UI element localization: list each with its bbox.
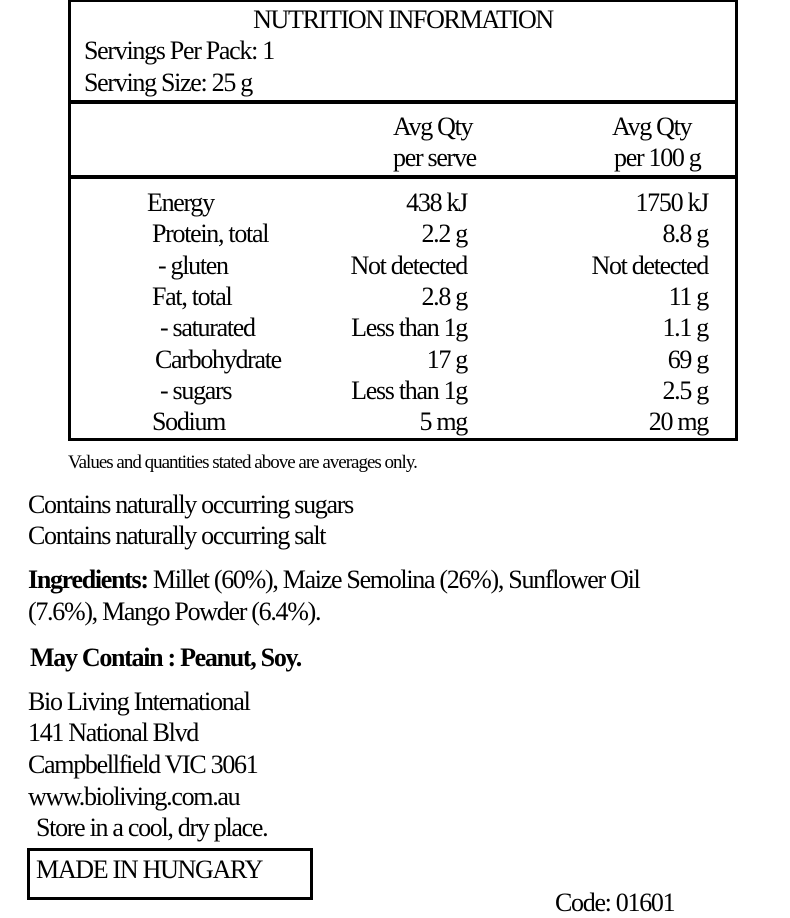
ingredients-text: Millet (60%), Maize Semolina (26%), Sunflower Oil [147,565,640,594]
nutrient-per-100g: 20 mg [648,407,708,437]
nutrient-per-100g: 1750 kJ [635,188,708,217]
address-line: 141 National Blvd [28,718,198,747]
nutrient-per-serve: Less than 1g [351,375,467,405]
nutrient-per-serve: 438 kJ [406,188,467,217]
ingredients-label: Ingredients: [28,565,148,594]
product-code: Code: 01601 [555,888,675,917]
col-header-100g-sub: per 100 g [614,143,701,172]
serving-size: Serving Size: 25 g [84,68,252,97]
origin: MADE IN HUNGARY [36,855,263,884]
claim: Contains naturally occurring salt [28,521,326,550]
claim: Contains naturally occurring sugars [28,490,353,519]
nutrient-per-100g: 2.5 g [662,375,708,405]
footnote: Values and quantities stated above are averages only. [68,452,417,473]
nutrient-label: Protein, total [152,219,269,249]
address-line: Campbellfield VIC 3061 [28,750,258,779]
col-header-serve-sub: per serve [393,143,476,172]
nutrient-per-100g: 8.8 g [662,219,708,249]
nutrient-label: Sodium [152,407,226,437]
nutrient-label: - sugars [160,375,232,405]
storage: Store in a cool, dry place. [36,813,268,842]
nutrient-label: - saturated [160,313,255,343]
nutrient-per-serve: 2.8 g [421,281,467,311]
ingredients-line [28,565,639,595]
nutrient-per-serve: 5 mg [419,407,467,437]
divider [70,100,736,104]
col-header-serve: Avg Qty [393,112,473,141]
panel-title: NUTRITION INFORMATION [253,5,553,34]
nutrient-per-serve: Not detected [350,250,467,280]
servings-per-pack: Servings Per Pack: 1 [84,36,274,65]
website: www.bioliving.com.au [28,782,240,811]
nutrient-per-serve: 17 g [426,344,467,374]
col-header-100g: Avg Qty [612,112,692,141]
nutrient-per-100g: 1.1 g [662,313,708,343]
nutrient-label: Fat, total [152,281,232,311]
nutrient-per-serve: 2.2 g [421,219,467,249]
divider [70,175,736,179]
address-line: Bio Living International [28,687,250,716]
nutrient-per-serve: Less than 1g [351,313,467,343]
nutrient-per-100g: 11 g [668,281,708,311]
may-contain: May Contain : Peanut, Soy. [30,643,302,672]
nutrient-label: Energy [147,188,214,217]
nutrient-per-100g: 69 g [667,344,708,374]
nutrient-label: - gluten [158,250,228,280]
nutrient-per-100g: Not detected [591,250,708,280]
nutrient-label: Carbohydrate [155,344,281,374]
ingredients-line-2: (7.6%), Mango Powder (6.4%). [28,597,321,626]
